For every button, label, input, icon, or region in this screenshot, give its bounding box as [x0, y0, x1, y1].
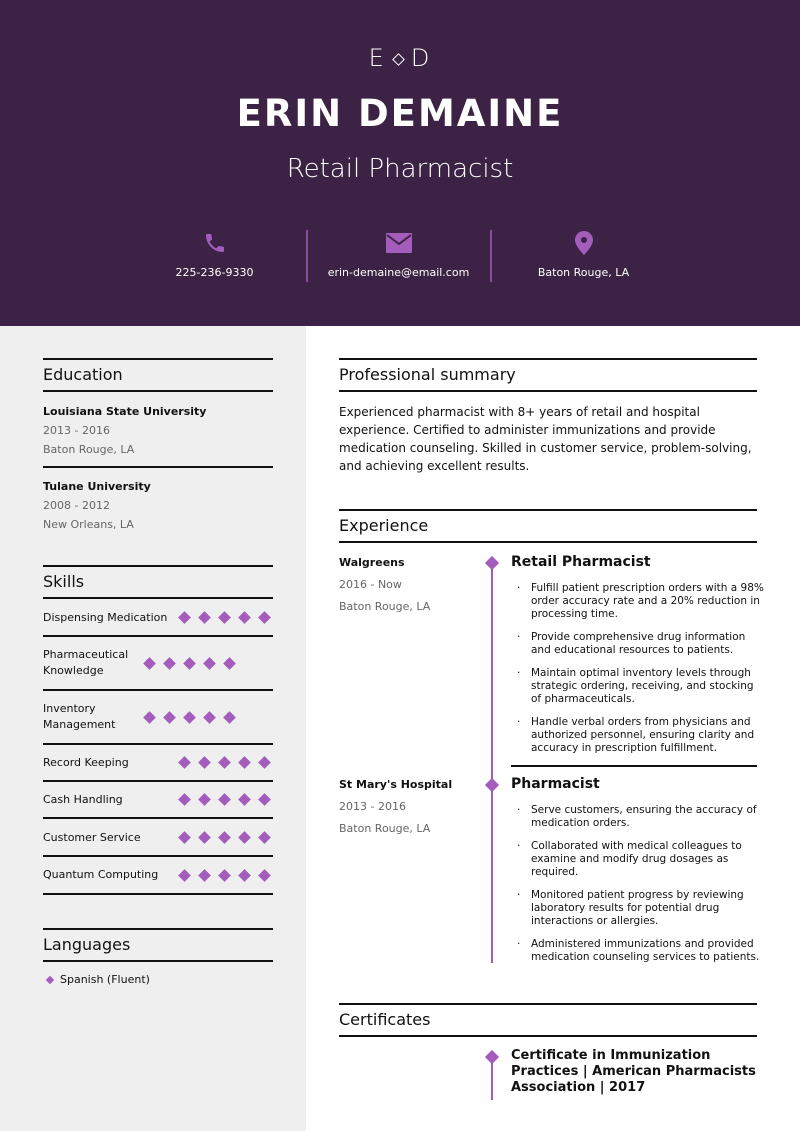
education-item — [43, 402, 206, 459]
job-meta — [339, 552, 430, 618]
bullet: · Administered immunizations and provided medication counseling services to patients. — [511, 938, 766, 964]
bullet: · Fulfill patient prescription orders with a 98% order accuracy rate and a 20% reduction in processing time. — [511, 582, 766, 621]
bullet: · Provide comprehensive drug information and educational resources to patients. — [511, 631, 766, 657]
job-meta — [339, 774, 452, 840]
divider — [511, 765, 757, 767]
skill-row — [43, 600, 273, 637]
location: Baton Rouge, LA — [43, 443, 135, 456]
years: 2013 - 2016 — [43, 424, 110, 437]
rating-diamond-icon — [218, 831, 231, 844]
timeline-line — [491, 563, 493, 963]
skill-row — [43, 745, 273, 782]
dates: 2013 - 2016 — [339, 800, 406, 813]
skill-row — [43, 691, 273, 745]
education-heading: Education — [43, 358, 273, 392]
bullet: · Serve customers, ensuring the accuracy of medication orders. — [511, 804, 766, 830]
location: Baton Rouge, LA — [339, 822, 431, 835]
skill-rating — [178, 833, 271, 842]
skill-row — [43, 782, 273, 819]
location: New Orleans, LA — [43, 518, 134, 531]
envelope-icon — [306, 228, 491, 258]
rating-diamond-icon — [218, 793, 231, 806]
languages-heading: Languages — [43, 928, 273, 962]
skill-row — [43, 820, 273, 857]
skill-name: Dispensing Medication — [43, 610, 168, 624]
diamond-icon — [485, 556, 499, 570]
header — [0, 0, 800, 326]
school: Tulane University — [43, 480, 151, 493]
contact-phone — [122, 228, 307, 279]
certificate-item: Certificate in Immunization Practices | American Pharmacists Association | 2017 — [511, 1048, 756, 1095]
rating-diamond-icon — [198, 756, 211, 769]
bullet: · Monitored patient progress by reviewing laboratory results for potential drug interactions or allergies. — [511, 889, 766, 928]
rating-diamond-icon — [238, 611, 251, 624]
skill-name: Customer Service — [43, 830, 141, 844]
monogram — [0, 44, 800, 72]
rating-diamond-icon — [198, 869, 211, 882]
rating-diamond-icon — [258, 869, 271, 882]
phone-text: 225-236-9330 — [175, 266, 254, 279]
location: Baton Rouge, LA — [339, 600, 431, 613]
rating-diamond-icon — [198, 831, 211, 844]
rating-diamond-icon — [258, 793, 271, 806]
skill-rating — [178, 758, 271, 767]
skill-rating — [178, 795, 271, 804]
monogram-right: D — [410, 44, 432, 72]
summary-text: Experienced pharmacist with 8+ years of retail and hospital experience. Certified to administer immunizations and provide medication counseling. Skilled in customer service, problem-solving, and achieving excellent results. — [339, 405, 752, 473]
rating-diamond-icon — [238, 869, 251, 882]
bullet: · Collaborated with medical colleagues to examine and modify drug dosages as required. — [511, 840, 766, 879]
rating-diamond-icon — [203, 711, 216, 724]
company: Walgreens — [339, 556, 405, 569]
rating-diamond-icon — [178, 831, 191, 844]
skill-name: Pharmaceutical Knowledge — [43, 648, 129, 677]
bullet: · Maintain optimal inventory levels through strategic ordering, receiving, and stocking of pharmaceuticals. — [511, 667, 766, 706]
diamond-icon — [392, 53, 405, 66]
rating-diamond-icon — [238, 756, 251, 769]
rating-diamond-icon — [218, 611, 231, 624]
rating-diamond-icon — [238, 831, 251, 844]
contact-email — [306, 228, 491, 279]
experience-heading: Experience — [339, 509, 757, 543]
language: Spanish (Fluent) — [60, 973, 150, 986]
rating-diamond-icon — [258, 831, 271, 844]
skill-name: Record Keeping — [43, 755, 129, 769]
skill-name: Quantum Computing — [43, 868, 159, 881]
education-item — [43, 477, 151, 534]
diamond-icon — [485, 778, 499, 792]
rating-diamond-icon — [143, 657, 156, 670]
rating-diamond-icon — [218, 869, 231, 882]
bullet: · Handle verbal orders from physicians and authorized personnel, ensuring clarity and accuracy in prescription fulfillment. — [511, 716, 766, 755]
map-pin-icon — [491, 228, 676, 258]
location-text: Baton Rouge, LA — [537, 266, 630, 279]
diamond-icon — [46, 975, 54, 983]
diamond-icon — [485, 1050, 499, 1064]
email-text: erin-demaine@email.com — [327, 266, 470, 279]
rating-diamond-icon — [258, 756, 271, 769]
candidate-name: ERIN DEMAINE — [236, 92, 564, 135]
job-title: Retail Pharmacist — [286, 154, 514, 184]
rating-diamond-icon — [178, 869, 191, 882]
rating-diamond-icon — [178, 611, 191, 624]
rating-diamond-icon — [183, 711, 196, 724]
certificates-heading: Certificates — [339, 1003, 757, 1037]
skill-row — [43, 857, 273, 895]
rating-diamond-icon — [238, 793, 251, 806]
rating-diamond-icon — [178, 756, 191, 769]
skill-name: Inventory Management — [43, 702, 116, 731]
rating-diamond-icon — [178, 793, 191, 806]
job-bullets — [511, 582, 766, 765]
rating-diamond-icon — [203, 657, 216, 670]
rating-diamond-icon — [198, 611, 211, 624]
position-title: Pharmacist — [511, 776, 600, 792]
skill-row — [43, 637, 273, 691]
divider — [43, 466, 273, 468]
rating-diamond-icon — [223, 657, 236, 670]
summary-heading: Professional summary — [339, 358, 757, 392]
skill-rating — [143, 659, 236, 668]
company: St Mary's Hospital — [339, 778, 453, 791]
language-item — [47, 973, 150, 986]
years: 2008 - 2012 — [43, 499, 110, 512]
phone-icon — [122, 228, 307, 258]
skill-rating — [143, 713, 236, 722]
rating-diamond-icon — [218, 756, 231, 769]
dates: 2016 - Now — [339, 578, 402, 591]
rating-diamond-icon — [163, 657, 176, 670]
skill-name: Cash Handling — [43, 792, 123, 806]
monogram-left: E — [368, 44, 386, 72]
skill-rating — [178, 871, 271, 880]
rating-diamond-icon — [183, 657, 196, 670]
rating-diamond-icon — [223, 711, 236, 724]
rating-diamond-icon — [163, 711, 176, 724]
skill-rating — [178, 613, 271, 622]
rating-diamond-icon — [143, 711, 156, 724]
contact-location — [491, 228, 676, 279]
school: Louisiana State University — [43, 405, 207, 418]
rating-diamond-icon — [258, 611, 271, 624]
skills-heading: Skills — [43, 565, 273, 599]
position-title: Retail Pharmacist — [511, 554, 651, 570]
job-bullets — [511, 804, 766, 974]
rating-diamond-icon — [198, 793, 211, 806]
